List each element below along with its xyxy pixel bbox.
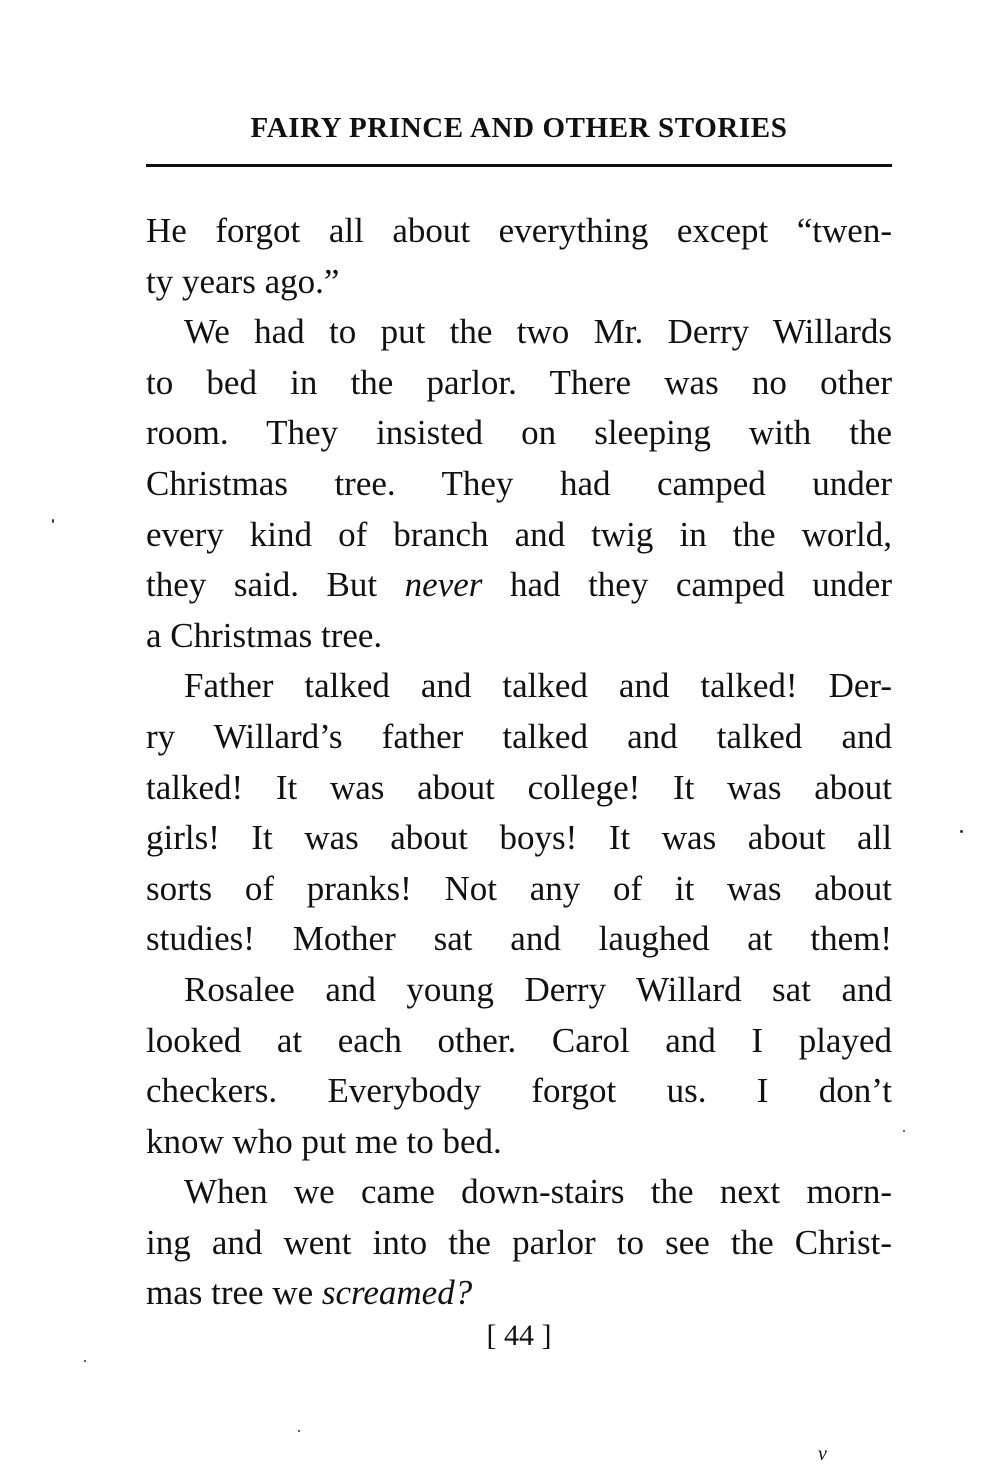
- text-line: Father talked and talked and talked! Der-: [184, 666, 892, 706]
- italic-word: screamed?: [321, 1273, 473, 1313]
- header-rule: [146, 164, 892, 167]
- text-line: looked at each other. Carol and I played: [146, 1020, 892, 1060]
- text-line: sorts of pranks! Not any of it was about: [146, 868, 892, 908]
- text-run: had they camped under: [482, 565, 892, 605]
- text-line: [146, 560, 892, 611]
- text-line: know who put me to bed.: [146, 1121, 502, 1161]
- page-number: [ 44 ]: [486, 1319, 552, 1352]
- text-line: a Christmas tree.: [146, 615, 383, 655]
- text-line: He forgot all about everything except “twen-: [146, 211, 892, 250]
- scan-speck: [52, 519, 54, 523]
- italic-word: never: [404, 565, 483, 605]
- text-run: they said. But: [146, 565, 405, 605]
- text-line: We had to put the two Mr. Derry Willards: [184, 312, 892, 352]
- text-line: ing and went into the parlor to see the Christ-: [146, 1222, 892, 1262]
- signature-mark: v: [818, 1443, 827, 1465]
- text-line: studies! Mother sat and laughed at them!: [146, 919, 892, 959]
- text-line: [146, 1268, 892, 1319]
- text-line: Christmas tree. They had camped under: [146, 463, 892, 503]
- text-line: room. They insisted on sleeping with the: [146, 413, 892, 453]
- running-head-title: FAIRY PRINCE AND OTHER STORIES: [250, 112, 788, 144]
- body-text: [146, 206, 892, 1319]
- text-line: When we came down-stairs the next morn-: [184, 1172, 892, 1212]
- text-line: Rosalee and young Derry Willard sat and: [184, 969, 892, 1009]
- text-line: ry Willard’s father talked and talked and: [146, 716, 892, 756]
- scan-speck: [298, 1430, 300, 1432]
- text-line: every kind of branch and twig in the world,: [146, 514, 892, 554]
- text-line: to bed in the parlor. There was no other: [146, 362, 892, 402]
- text-line: checkers. Everybody forgot us. I don’t: [146, 1071, 892, 1111]
- scan-speck: [84, 1360, 86, 1362]
- text-line: ty years ago.”: [146, 261, 340, 301]
- scan-speck: [960, 830, 963, 833]
- text-line: girls! It was about boys! It was about all: [146, 818, 892, 858]
- text-run: mas tree we: [146, 1273, 322, 1313]
- text-line: talked! It was about college! It was about: [146, 767, 892, 807]
- scan-speck: [903, 1130, 905, 1132]
